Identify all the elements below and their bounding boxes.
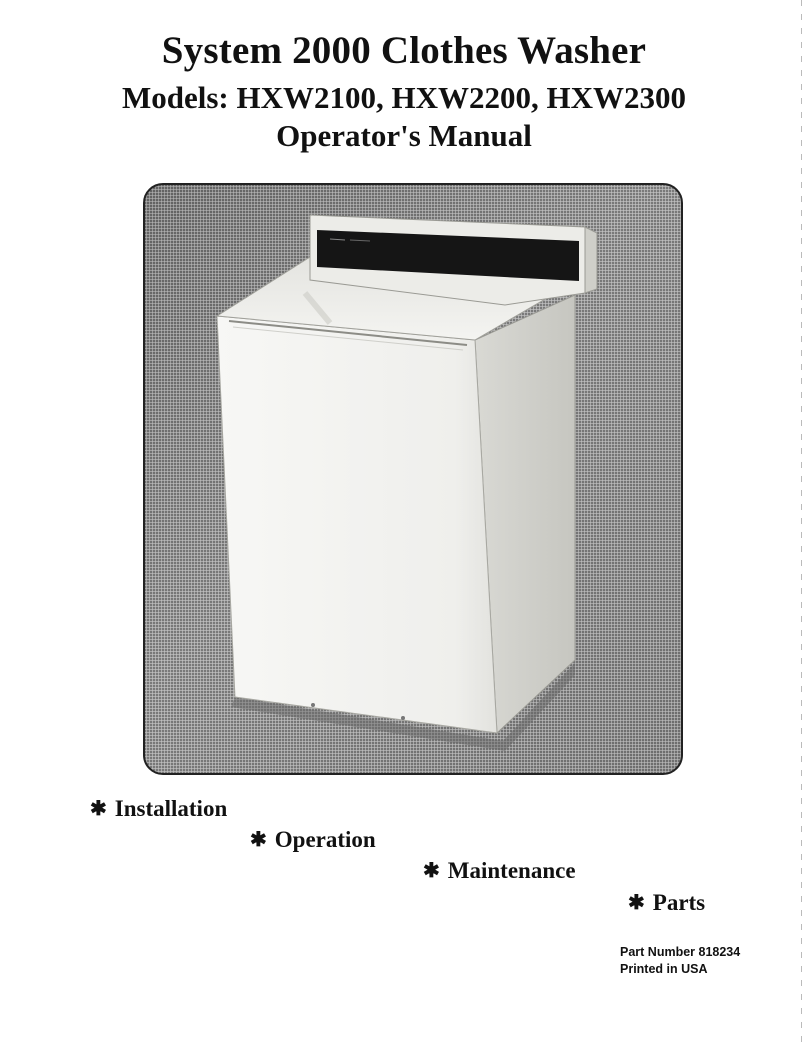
feature-label: Maintenance <box>447 858 576 883</box>
feature-label: Installation <box>114 796 228 821</box>
asterisk-bullet-icon: ✱ <box>628 892 645 914</box>
printed-in: Printed in USA <box>620 962 708 976</box>
feature-item-parts <box>628 890 705 916</box>
feature-item-operation <box>250 827 376 853</box>
document-title: System 2000 Clothes Washer <box>161 29 647 72</box>
feature-label: Parts <box>652 890 706 915</box>
washer-photo <box>143 183 683 775</box>
part-number: Part Number 818234 <box>620 945 741 959</box>
page-edge-mark <box>801 0 802 1045</box>
washer-illustration <box>145 185 681 773</box>
models-line: Models: HXW2100, HXW2200, HXW2300 <box>121 80 686 115</box>
feature-label: Operation <box>274 827 376 852</box>
manual-subtitle: Operator's Manual <box>276 118 532 153</box>
feature-item-maintenance <box>423 858 576 884</box>
washer-front <box>217 316 497 733</box>
asterisk-bullet-icon: ✱ <box>423 860 440 882</box>
asterisk-bullet-icon: ✱ <box>90 798 107 820</box>
asterisk-bullet-icon: ✱ <box>250 829 267 851</box>
feature-item-installation <box>90 796 227 822</box>
